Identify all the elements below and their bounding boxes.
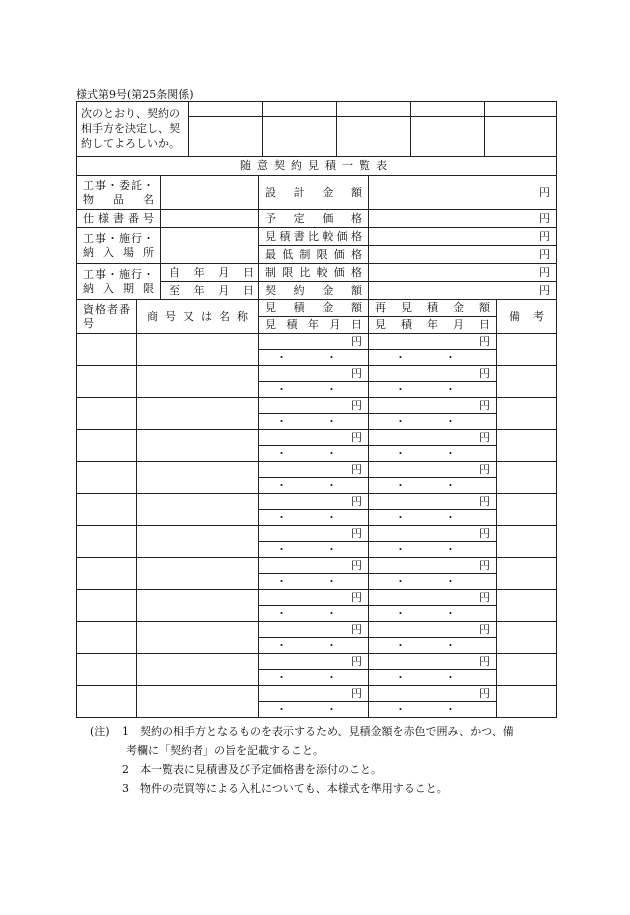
spec-no-label: 仕様書番号 [77,210,161,228]
table-row [77,494,557,510]
re-estimate-date-cell[interactable]: ・ ・ [369,478,497,494]
table-row [77,558,557,574]
stamp-cell[interactable] [263,117,337,157]
re-estimate-amount-cell[interactable]: 円 [369,686,497,702]
estimate-date-cell[interactable]: ・ ・ [259,638,369,654]
re-estimate-amount-cell[interactable]: 円 [369,398,497,414]
period-from-field[interactable] [161,264,259,282]
note-text-continued: 考欄に「契約者」の旨を記載すること。 [126,744,324,757]
contract-amount-field[interactable]: 円 [369,282,557,300]
stamp-cell[interactable] [189,117,263,157]
qual-no-cell[interactable] [77,622,137,654]
approval-text: 次のとおり、契約の相手方を決定し、契約してよろしいか。 [77,102,189,157]
note-number: 1 [122,725,129,738]
re-estimate-date-cell[interactable]: ・ ・ [369,606,497,622]
re-estimate-amount-cell[interactable]: 円 [369,558,497,574]
design-amount-field[interactable]: 円 [369,176,557,210]
estimate-amount-cell[interactable]: 円 [259,654,369,670]
day-label: 日 [242,265,254,279]
estimate-date-header: 見積年月日 [259,317,369,334]
company-cell[interactable] [137,494,259,526]
re-estimate-amount-cell[interactable]: 円 [369,366,497,382]
estimate-date-cell[interactable]: ・ ・ [259,446,369,462]
table-title: 随意契約見積一覧表 [77,157,557,176]
qual-no-cell[interactable] [77,462,137,494]
year-label: 年 [193,283,205,297]
re-estimate-amount-cell[interactable]: 円 [369,654,497,670]
note-2 [90,760,514,779]
stamp-cell-header[interactable] [485,102,557,117]
compare-price-field[interactable]: 円 [369,228,557,246]
location-label: 工事・施行・納入場所 [77,228,161,264]
form-number-label: 様式第9号(第25条関係) [76,88,194,101]
note-mark: (注) [90,725,110,738]
company-cell[interactable] [137,430,259,462]
estimate-table [76,156,557,718]
table-row [77,686,557,702]
estimate-rows [77,334,557,718]
re-estimate-date-cell[interactable]: ・ ・ [369,446,497,462]
table-row [77,430,557,446]
remarks-cell[interactable] [497,654,557,686]
stamp-cell-header[interactable] [337,102,411,117]
remarks-cell[interactable] [497,494,557,526]
table-row [77,366,557,382]
estimate-amount-cell[interactable]: 円 [259,366,369,382]
stamp-cell-header[interactable] [411,102,485,117]
company-cell[interactable] [137,654,259,686]
company-cell[interactable] [137,590,259,622]
table-row [77,622,557,638]
estimate-amount-header: 見積金額 [259,300,369,317]
qual-no-header: 資格者番号 [77,300,137,334]
table-row [77,654,557,670]
estimate-date-cell[interactable]: ・ ・ [259,382,369,398]
table-row [77,398,557,414]
estimate-date-cell[interactable]: ・ ・ [259,510,369,526]
estimate-amount-cell[interactable]: 円 [259,558,369,574]
re-estimate-date-cell[interactable]: ・ ・ [369,702,497,718]
remarks-cell[interactable] [497,366,557,398]
company-cell[interactable] [137,462,259,494]
estimate-amount-cell[interactable]: 円 [259,430,369,446]
limit-compare-field[interactable]: 円 [369,264,557,282]
item-name-label: 工事・委託・物品名 [77,176,161,210]
re-estimate-date-cell[interactable]: ・ ・ [369,638,497,654]
day-label: 日 [242,283,254,297]
table-row [77,462,557,478]
stamp-cell[interactable] [411,117,485,157]
note-text: 物件の売買等による入札についても、本様式を準用すること。 [140,782,448,795]
qual-no-cell[interactable] [77,430,137,462]
item-name-field[interactable] [161,176,259,210]
re-estimate-date-cell[interactable]: ・ ・ [369,510,497,526]
remarks-cell[interactable] [497,622,557,654]
remarks-cell[interactable] [497,334,557,366]
qual-no-cell[interactable] [77,526,137,558]
note-1 [90,722,514,760]
estimate-amount-cell[interactable]: 円 [259,494,369,510]
re-estimate-date-header: 見積年月日 [369,317,497,334]
approval-box [76,101,557,157]
re-estimate-amount-cell[interactable]: 円 [369,590,497,606]
period-label: 工事・施行・納入期限 [77,264,161,300]
limit-compare-label: 制限比較価格 [259,264,369,282]
qual-no-cell[interactable] [77,494,137,526]
company-cell[interactable] [137,622,259,654]
re-estimate-date-cell[interactable]: ・ ・ [369,382,497,398]
qual-no-cell[interactable] [77,558,137,590]
re-estimate-date-cell[interactable]: ・ ・ [369,670,497,686]
estimate-amount-cell[interactable]: 円 [259,686,369,702]
note-text: 契約の相手方となるものを表示するため、見積金額を赤色で囲み、かつ、備 [140,725,514,738]
note-number: 2 [122,763,129,776]
table-row [77,334,557,350]
re-estimate-amount-cell[interactable]: 円 [369,526,497,542]
estimate-date-cell[interactable]: ・ ・ [259,574,369,590]
design-amount-label: 設計金額 [259,176,369,210]
year-label: 年 [193,265,205,279]
estimate-amount-cell[interactable]: 円 [259,334,369,350]
company-header: 商号又は名称 [137,300,259,334]
qual-no-cell[interactable] [77,590,137,622]
min-limit-label: 最低制限価格 [259,246,369,264]
qual-no-cell[interactable] [77,334,137,366]
to-label: 至 [169,283,180,297]
re-estimate-date-cell[interactable]: ・ ・ [369,542,497,558]
estimate-amount-cell[interactable]: 円 [259,398,369,414]
estimate-amount-cell[interactable]: 円 [259,590,369,606]
re-estimate-amount-header: 再見積金額 [369,300,497,317]
re-estimate-amount-cell[interactable]: 円 [369,622,497,638]
min-limit-field[interactable]: 円 [369,246,557,264]
estimate-amount-cell[interactable]: 円 [259,526,369,542]
contract-amount-label: 契約金額 [259,282,369,300]
company-cell[interactable] [137,558,259,590]
table-row [77,526,557,542]
spec-no-field[interactable] [161,210,259,228]
re-estimate-amount-cell[interactable]: 円 [369,430,497,446]
month-label: 月 [218,265,230,279]
estimate-date-cell[interactable]: ・ ・ [259,414,369,430]
company-cell[interactable] [137,398,259,430]
re-estimate-amount-cell[interactable]: 円 [369,462,497,478]
re-estimate-date-cell[interactable]: ・ ・ [369,350,497,366]
estimate-amount-cell[interactable]: 円 [259,622,369,638]
planned-price-field[interactable]: 円 [369,210,557,228]
estimate-date-cell[interactable]: ・ ・ [259,478,369,494]
company-cell[interactable] [137,526,259,558]
stamp-cell[interactable] [485,117,557,157]
company-cell[interactable] [137,686,259,718]
note-3 [90,779,514,798]
remarks-cell[interactable] [497,686,557,718]
note-text: 本一覧表に見積書及び予定価格書を添付のこと。 [140,763,382,776]
remarks-cell[interactable] [497,526,557,558]
qual-no-cell[interactable] [77,366,137,398]
note-number: 3 [122,782,129,795]
month-label: 月 [218,283,230,297]
location-field[interactable] [161,228,259,264]
remarks-cell[interactable] [497,430,557,462]
notes [90,722,514,798]
stamp-cell-header[interactable] [189,102,263,117]
estimate-amount-cell[interactable]: 円 [259,462,369,478]
estimate-date-cell[interactable]: ・ ・ [259,606,369,622]
qual-no-cell[interactable] [77,686,137,718]
re-estimate-amount-cell[interactable]: 円 [369,334,497,350]
estimate-date-cell[interactable]: ・ ・ [259,670,369,686]
period-to-field[interactable] [161,282,259,300]
estimate-date-cell[interactable]: ・ ・ [259,702,369,718]
from-label: 自 [169,265,180,279]
remarks-cell[interactable] [497,558,557,590]
planned-price-label: 予定価格 [259,210,369,228]
remarks-cell[interactable] [497,462,557,494]
re-estimate-date-cell[interactable]: ・ ・ [369,574,497,590]
stamp-cell-header[interactable] [263,102,337,117]
remarks-header: 備考 [497,300,557,334]
compare-price-label: 見積書比較価格 [259,228,369,246]
estimate-date-cell[interactable]: ・ ・ [259,350,369,366]
estimate-date-cell[interactable]: ・ ・ [259,542,369,558]
remarks-cell[interactable] [497,590,557,622]
company-cell[interactable] [137,366,259,398]
qual-no-cell[interactable] [77,654,137,686]
re-estimate-amount-cell[interactable]: 円 [369,494,497,510]
table-row [77,590,557,606]
re-estimate-date-cell[interactable]: ・ ・ [369,414,497,430]
company-cell[interactable] [137,334,259,366]
stamp-cell[interactable] [337,117,411,157]
remarks-cell[interactable] [497,398,557,430]
qual-no-cell[interactable] [77,398,137,430]
